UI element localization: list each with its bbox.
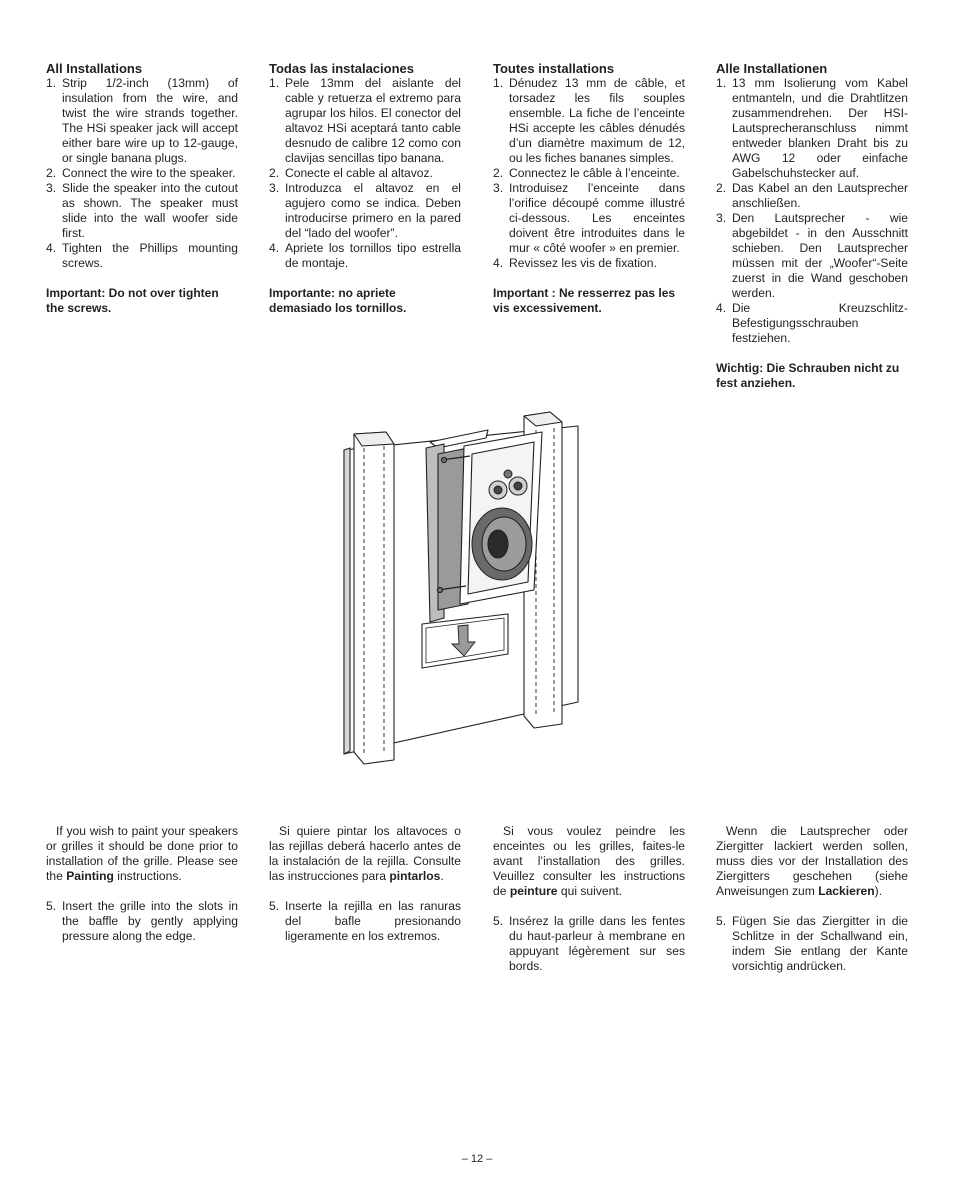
- step-5: 5. Insert the grille into the slots in the baffle by gently applying pressure along the edge.: [46, 899, 238, 943]
- step-1: 1. Dénudez 13 mm de câble, et torsadez les fils souples ensemble. La fiche de l’enceinte HSi accepte les câbles dénudés d’un diamètre maximum de 12, ou les fiches bananes simples.: [493, 76, 685, 165]
- step-4: 4. Apriete los tornillos tipo estrella de montaje.: [269, 241, 461, 270]
- painting-link[interactable]: Lackieren: [818, 884, 875, 898]
- step-5: 5. Inserte la rejilla en las ranuras del bafle presionando ligeramente en los extremos.: [269, 899, 461, 943]
- steps-list: [493, 76, 685, 271]
- step-1: 1. 13 mm Isolierung vom Kabel entmanteln, und die Drahtlitzen zusammendrehen. Der HSI-Lautsprecheranschluss nimmt entweder blanken Draht bis zu AWG 12 oder einfache Gabelschuhstecker auf.: [716, 76, 908, 180]
- speaker-installation-illustration: [338, 404, 588, 774]
- column-english: [46, 61, 238, 316]
- painting-french: [493, 824, 685, 974]
- step-2: 2. Conecte el cable al altavoz.: [269, 166, 433, 180]
- steps-list: [493, 914, 685, 974]
- heading-toutes-installations: Toutes installations: [493, 61, 615, 76]
- painting-paragraph: If you wish to paint your speakers or grilles it should be done prior to installation of the grille. Please see the Painting instructions.: [46, 824, 238, 883]
- painting-paragraph: Si vous voulez peindre les enceintes ou les grilles, faites-le avant l’installation des grilles. Veuillez consulter les instructions de peinture qui suivent.: [493, 824, 685, 898]
- painting-link[interactable]: pintarlos: [389, 869, 441, 883]
- step-1: 1. Strip 1/2-inch (13mm) of insulation from the wire, and twist the wire strands together. The HSi speaker jack will accept either bare wire up to 12-gauge, or single banana plugs.: [46, 76, 238, 165]
- step-3: 3. Introduisez l’enceinte dans l’orifice découpé comme illustré ci-dessous. Les enceintes doivent être introduites dans le mur « côté woofer » en premier.: [493, 181, 685, 255]
- step-3: 3. Introduzca el altavoz en el agujero como se indica. Deben introducirse primero en la pared del “lado del woofer”.: [269, 181, 461, 240]
- steps-list: [269, 899, 461, 944]
- left-stud: [354, 432, 394, 764]
- important-note: Wichtig: Die Schrauben nicht zu fest anziehen.: [716, 361, 900, 390]
- step-4: 4. Die Kreuzschlitz-Befestigungsschrauben festziehen.: [716, 301, 908, 345]
- painting-link[interactable]: Painting: [66, 869, 114, 883]
- step-3: 3. Den Lautsprecher - wie abgebildet - in den Ausschnitt schieben. Den Lautsprecher müssen mit der „Woofer“-Seite zuerst in die Wand geschoben werden.: [716, 211, 908, 300]
- step-2: 2. Connect the wire to the speaker.: [46, 166, 236, 180]
- step-1: 1. Pele 13mm del aislante del cable y retuerza el extremo para agrupar los hilos. El conector del altavoz HSi aceptará tanto cable desnudo de calibre 12 como con clavijas sencillas tipo banana.: [269, 76, 461, 165]
- painting-spanish: [269, 824, 461, 944]
- heading-all-installations: All Installations: [46, 61, 143, 76]
- column-german: [716, 61, 908, 391]
- step-2: 2. Das Kabel an den Lautsprecher anschließen.: [716, 181, 908, 210]
- column-spanish: [269, 61, 461, 316]
- steps-list: [46, 899, 238, 944]
- step-5: 5. Insérez la grille dans les fentes du haut-parleur à membrane en appuyant légèrement sur ses bords.: [493, 914, 685, 973]
- heading-alle-installationen: Alle Installationen: [716, 61, 828, 76]
- step-5: 5. Fügen Sie das Ziergitter in die Schlitze in der Schallwand ein, indem Sie entlang der Kante vorsichtig andrücken.: [716, 914, 908, 973]
- step-3: 3. Slide the speaker into the cutout as shown. The speaker must slide into the wall woofer side first.: [46, 181, 238, 240]
- page-number: – 12 –: [461, 1153, 493, 1165]
- painting-paragraph: Wenn die Lautsprecher oder Ziergitter lackiert werden sollen, muss dies vor der Installation des Ziergitters geschehen (siehe Anweisungen zum Lackieren).: [716, 824, 908, 898]
- important-note: Important : Ne resserrez pas les vis excessivement.: [493, 286, 676, 315]
- important-note: Important: Do not over tighten the screws.: [46, 286, 219, 315]
- steps-list: [269, 76, 461, 271]
- important-note: Importante: no apriete demasiado los tornillos.: [269, 286, 407, 315]
- painting-paragraph: Si quiere pintar los altavoces o las rejillas deberá hacerlo antes de la instalación de la rejilla. Consulte las instrucciones para pintarlos.: [269, 824, 461, 883]
- steps-list: [46, 76, 238, 271]
- step-2: 2. Connectez le câble à l’enceinte.: [493, 166, 680, 180]
- column-french: [493, 61, 685, 316]
- painting-link[interactable]: peinture: [509, 884, 558, 898]
- step-4: 4. Tighten the Phillips mounting screws.: [46, 241, 238, 270]
- step-4: 4. Revissez les vis de fixation.: [493, 256, 657, 270]
- steps-list: [716, 76, 908, 346]
- in-wall-speaker-drawing: [338, 404, 588, 774]
- steps-list: [716, 914, 908, 974]
- woofer-cone: [472, 508, 532, 580]
- painting-english: [46, 824, 238, 944]
- painting-german: [716, 824, 908, 974]
- heading-todas-instalaciones: Todas las instalaciones: [269, 61, 414, 76]
